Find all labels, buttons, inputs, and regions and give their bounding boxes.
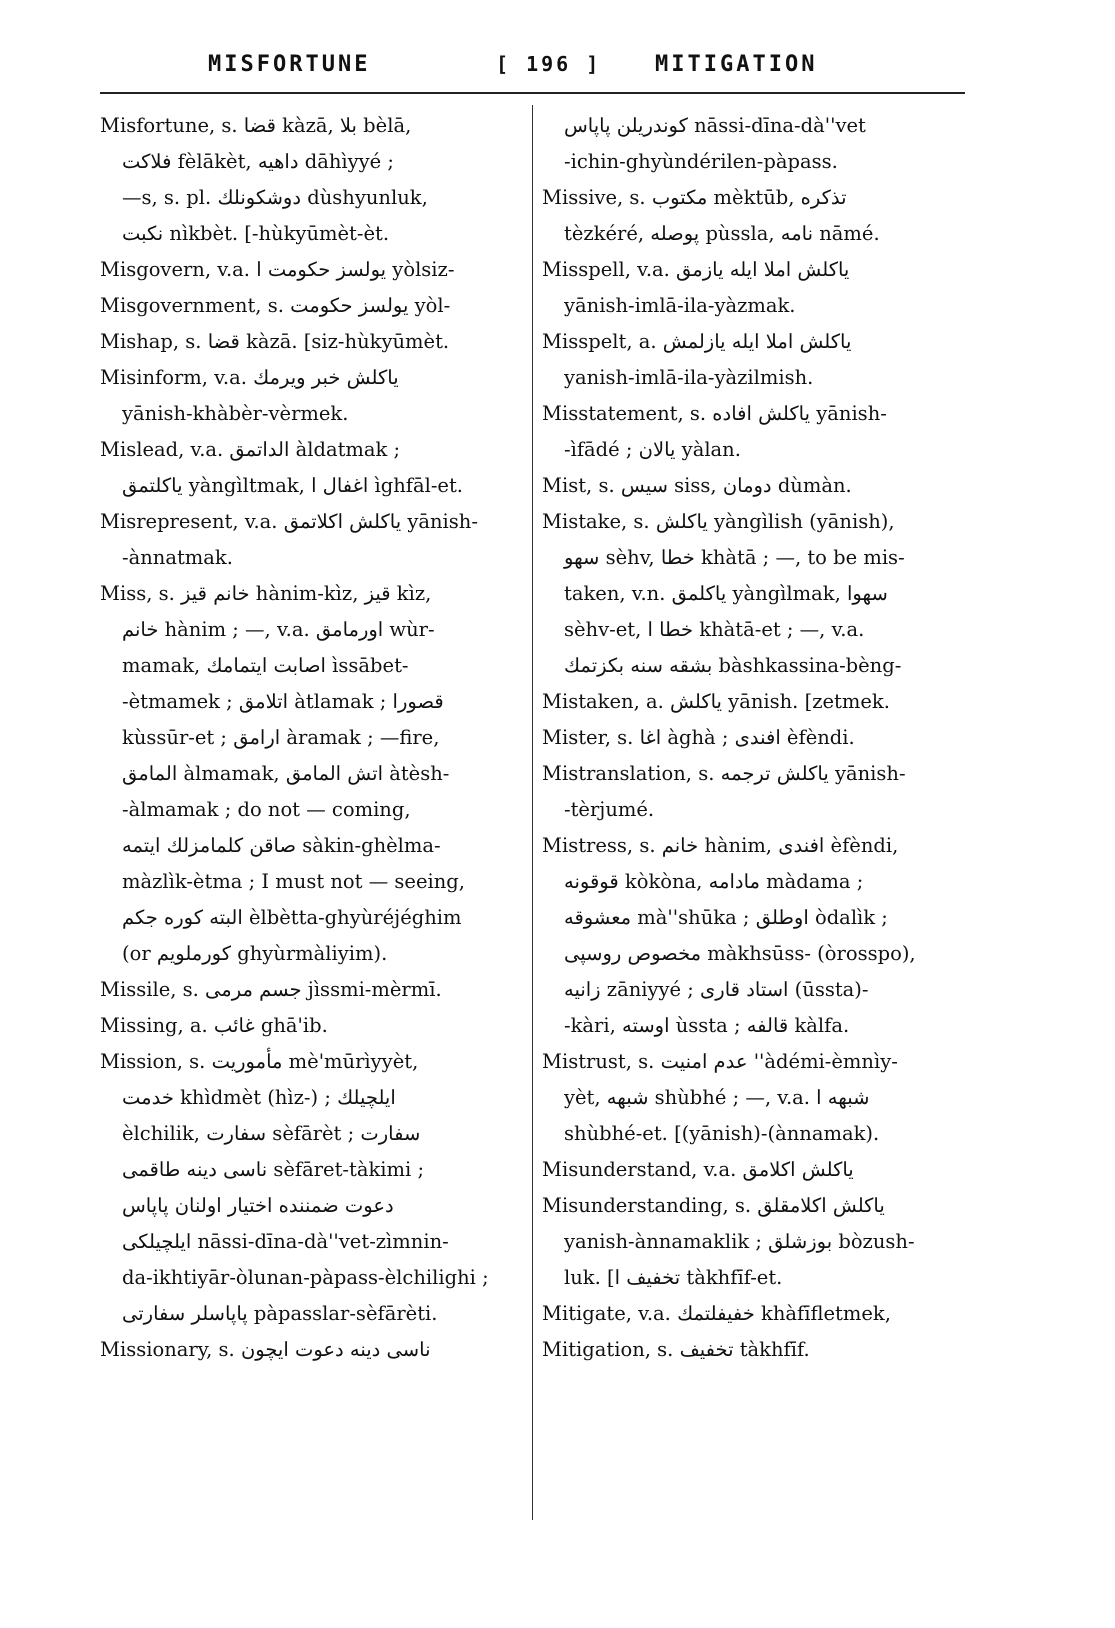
entry-line: Misinform, v.a. ياكلش خبر ويرمك (100, 366, 399, 389)
entry-line: -ìfādé ; يالان yàlan. (564, 438, 741, 461)
entry-line: Mistake, s. ياكلش yàngìlish (yānish), (542, 510, 895, 533)
entry-line: البته كوره جكم èlbètta-ghyùréjéghim (122, 906, 462, 929)
entry-line: سهو sèhv, خطا khàtā ; —, to be mis- (564, 546, 905, 569)
entry-line: yanish-imlā-ila-yàzilmish. (564, 366, 814, 389)
entry-line: Mission, s. مأموريت mè'mūrìyyèt, (100, 1050, 419, 1073)
entry-line: ايلچيلكى nāssi-dīna-dà''vet-zìmnin- (122, 1230, 449, 1253)
entry-line: yānish-imlā-ila-yàzmak. (564, 294, 796, 317)
entry-line: -ichin-ghyùndérilen-pàpass. (564, 150, 838, 173)
entry-line: Missile, s. جسم مرمى jìssmi-mèrmī. (100, 978, 442, 1001)
entry-line: Missionary, s. ناسى دينه دعوت ايچون (100, 1338, 431, 1361)
entry-line: Misstatement, s. ياكلش افاده yānish- (542, 402, 887, 425)
entry-line: yanish-ànnamaklik ; بوزشلق bòzush- (564, 1230, 915, 1253)
running-head-left: MISFORTUNE (208, 52, 371, 77)
entry-line: پاپاسلر سفارتى pàpasslar-sèfārèti. (122, 1302, 438, 1325)
entry-line: Misspelt, a. ياكلش املا ايله يازلمش (542, 330, 852, 353)
column-divider (532, 105, 533, 1520)
entry-line: نكبت nìkbèt. [-hùkyūmèt-èt. (122, 222, 390, 245)
entry-line: Mister, s. اغا àghà ; افندى èfèndi. (542, 726, 855, 749)
entry-line: صاقن كلمامزلك ايتمه sàkin-ghèlma- (122, 834, 441, 857)
entry-line: Missing, a. غائب ghā'ib. (100, 1014, 328, 1037)
entry-line: yèt, شبهه shùbhé ; —, v.a. شبهه ا (564, 1086, 870, 1109)
entry-line: Mist, s. سيس siss, دومان dùmàn. (542, 474, 852, 497)
entry-line: بشقه سنه بكزتمك bàshkassina-bèng- (564, 654, 902, 677)
entry-line: Miss, s. خانم قيز hànim-kìz, قيز kìz, (100, 582, 432, 605)
entry-line: èlchilik, سفارت sèfārèt ; سفارت (122, 1122, 421, 1145)
entry-line: -ètmamek ; اتلامق àtlamak ; قصورا (122, 690, 444, 713)
entry-line: زانيه zāniyyé ; استاد قارى (ūssta)- (564, 978, 869, 1001)
entry-line: (or كورملويم ghyùrmàliyim). (122, 942, 388, 965)
entry-line: Mishap, s. قضا kàzā. [siz-hùkyūmèt. (100, 330, 450, 353)
entry-line: ناسى دينه طاقمى sèfāret-tàkimi ; (122, 1158, 425, 1181)
entry-line: -kàri, اوسته ùssta ; قالفه kàlfa. (564, 1014, 850, 1037)
entry-line: taken, v.n. ياكلمق yàngìlmak, سهوا (564, 582, 888, 605)
entry-line: -ànnatmak. (122, 546, 233, 569)
entry-line: Misspell, v.a. ياكلش املا ايله يازمق (542, 258, 850, 281)
entry-line: Mistrust, s. عدم امنيت ''àdémi-èmnìy- (542, 1050, 898, 1073)
header-rule (100, 92, 965, 94)
right-column (542, 108, 972, 1368)
entry-line: mamak, اصابت ايتمامك ìssābet- (122, 654, 409, 677)
entry-line: sèhv-et, خطا ا khàtā-et ; —, v.a. (564, 618, 865, 641)
entry-line: Misunderstand, v.a. ياكلش اكلامق (542, 1158, 854, 1181)
entry-line: -tèrjumé. (564, 798, 655, 821)
entry-line: فلاكت fèlākèt, داهيه dāhìyyé ; (122, 150, 394, 173)
entry-line: Mislead, v.a. الداتمق àldatmak ; (100, 438, 401, 461)
entry-line: خدمت khìdmèt (hìz-) ; ايلچيلك (122, 1086, 396, 1109)
entry-line: da-ikhtiyār-òlunan-pàpass-èlchilighi ; (122, 1266, 489, 1289)
entry-line: Mistranslation, s. ياكلش ترجمه yānish- (542, 762, 906, 785)
entry-line: Missive, s. مكتوب mèktūb, تذكره (542, 186, 847, 209)
entry-line: Misfortune, s. قضا kàzā, بلا bèlā, (100, 114, 412, 137)
entry-line: المامق àlmamak, اتش المامق àtèsh- (122, 762, 450, 785)
entry-line: luk. [تخفيف ا tàkhfīf-et. (564, 1266, 783, 1289)
entry-line: ياكلتمق yàngìltmak, اغفال ا ìghfāl-et. (122, 474, 464, 497)
entry-line: yānish-khàbèr-vèrmek. (122, 402, 349, 425)
entry-line: مخصوص روسپى màkhsūss- (òrosspo), (564, 942, 916, 965)
entry-line: دعوت ضمننده اختيار اولنان پاپاس (122, 1194, 394, 1217)
entry-line: Mitigation, s. تخفيف tàkhfīf. (542, 1338, 810, 1361)
left-column (100, 108, 520, 1368)
entry-line: كوندريلن پاپاس nāssi-dīna-dà''vet (564, 114, 866, 137)
entry-line: Mistaken, a. ياكلش yānish. [zetmek. (542, 690, 890, 713)
entry-line: Mistress, s. خانم hànim, افندى èfèndi, (542, 834, 899, 857)
entry-line: قوقونه kòkòna, مادامه màdama ; (564, 870, 864, 893)
page-number: [ 196 ] (496, 52, 602, 76)
entry-line: —s, s. pl. دوشكونلك dùshyunluk, (122, 186, 428, 209)
entry-line: -àlmamak ; do not — coming, (122, 798, 411, 821)
entry-line: kùssūr-et ; ارامق àramak ; —fire, (122, 726, 440, 749)
running-head-right: MITIGATION (655, 52, 818, 77)
entry-line: màzlìk-ètma ; I must not — seeing, (122, 870, 465, 893)
entry-line: Misgovernment, s. يولسز حكومت yòl- (100, 294, 451, 317)
entry-line: Misgovern, v.a. يولسز حكومت ا yòlsiz- (100, 258, 455, 281)
entry-line: Mitigate, v.a. خفيفلتمك khàfīfletmek, (542, 1302, 891, 1325)
entry-line: معشوقه mà''shūka ; اوطلق òdalìk ; (564, 906, 888, 929)
entry-line: Misunderstanding, s. ياكلش اكلامقلق (542, 1194, 885, 1217)
entry-line: shùbhé-et. [(yānish)-(ànnamak). (564, 1122, 880, 1145)
entry-line: tèzkéré, پوصله pùssla, نامه nāmé. (564, 222, 880, 245)
entry-line: Misrepresent, v.a. ياكلش اكلاتمق yānish- (100, 510, 478, 533)
entry-line: خانم hànim ; —, v.a. اورمامق wùr- (122, 618, 435, 641)
page-header (100, 50, 975, 90)
